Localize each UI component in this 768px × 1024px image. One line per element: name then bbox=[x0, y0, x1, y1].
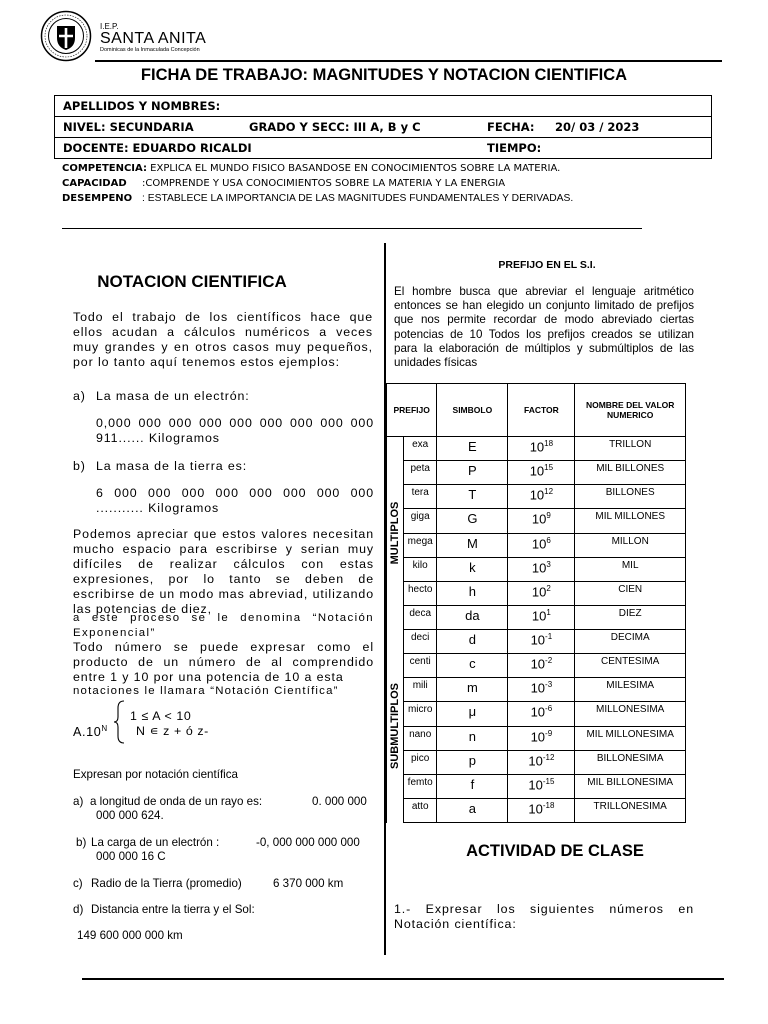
factor-base: 10 bbox=[530, 656, 546, 672]
prefix-symbol: G bbox=[437, 509, 508, 533]
prefijo-heading: PREFIJO EN EL S.I. bbox=[498, 259, 596, 271]
prefix-name: nano bbox=[404, 726, 437, 750]
factor-exponent: -12 bbox=[542, 752, 555, 762]
prefix-name: pico bbox=[404, 750, 437, 774]
prefix-value-name: TRILLONESIMA bbox=[575, 798, 686, 822]
group-label-submultiplos: SUBMULTIPLOS bbox=[389, 683, 401, 769]
factor-exponent: -9 bbox=[545, 728, 553, 738]
paragraph-valores: Podemos apreciar que estos valores necesitan mucho espacio para escribirse y serian muy difíciles de realizar cálculos con estas expresiones, por lo tanto se deben de escribirse de un modo mas abreviad, utilizando las potencias de diez, bbox=[73, 527, 374, 616]
exercise-a-value-cont: 000 000 624. bbox=[96, 809, 164, 822]
example-b-text: La masa de la tierra es: bbox=[96, 459, 248, 473]
prefix-symbol: c bbox=[437, 654, 508, 678]
factor-base: 10 bbox=[530, 632, 546, 648]
factor-exponent: -3 bbox=[545, 680, 553, 690]
prefix-value-name: MILLON bbox=[575, 533, 686, 557]
actividad-text: 1.- Expresar los siguientes números en Notación científica: bbox=[394, 902, 694, 931]
prefix-value-name: DIEZ bbox=[575, 605, 686, 629]
prefix-name: hecto bbox=[404, 581, 437, 605]
prefix-factor bbox=[508, 774, 575, 798]
factor-exponent: -1 bbox=[545, 632, 553, 641]
prefix-value-name: MIL bbox=[575, 557, 686, 581]
prefix-name: deca bbox=[404, 605, 437, 629]
prefix-row-deci bbox=[387, 630, 686, 654]
factor-exponent: 3 bbox=[546, 559, 551, 569]
prefix-factor bbox=[508, 750, 575, 774]
prefix-symbol: T bbox=[437, 485, 508, 509]
nivel-label: NIVEL: SECUNDARIA bbox=[63, 120, 194, 134]
prefix-value-name: TRILLON bbox=[575, 437, 686, 461]
prefix-value-name: MIL MILLONESIMA bbox=[575, 726, 686, 750]
exercise-d-text: Distancia entre la tierra y el Sol: bbox=[91, 903, 255, 916]
prefix-name: mili bbox=[404, 678, 437, 702]
factor-base: 10 bbox=[530, 704, 546, 720]
student-info-table bbox=[54, 95, 712, 159]
exercise-a-value: 0. 000 000 bbox=[312, 795, 367, 808]
prefix-factor bbox=[508, 509, 575, 533]
prefix-value-name: CENTESIMA bbox=[575, 654, 686, 678]
prefix-factor bbox=[508, 485, 575, 509]
exercise-b-text: La carga de un electrón : bbox=[91, 836, 220, 849]
factor-base: 10 bbox=[531, 511, 547, 527]
prefix-row-giga bbox=[387, 509, 686, 533]
prefix-row-nano bbox=[387, 726, 686, 750]
prefix-name: tera bbox=[404, 485, 437, 509]
prefix-row-micro bbox=[387, 702, 686, 726]
exercise-a-text: a longitud de onda de un rayo es: bbox=[90, 795, 263, 808]
factor-exponent: 9 bbox=[546, 511, 551, 521]
header-nombre: NOMBRE DEL VALOR NUMERICO bbox=[575, 384, 686, 437]
fecha-label: FECHA: bbox=[487, 120, 535, 134]
prefix-name: peta bbox=[404, 461, 437, 485]
prefix-symbol: μ bbox=[437, 702, 508, 726]
factor-base: 10 bbox=[529, 487, 545, 503]
prefix-name: kilo bbox=[404, 557, 437, 581]
actividad-heading: ACTIVIDAD DE CLASE bbox=[466, 842, 644, 860]
formula-exponent: N bbox=[101, 724, 108, 733]
prefix-name: centi bbox=[404, 654, 437, 678]
grado-label: GRADO Y SECC: III A, B y C bbox=[249, 120, 421, 134]
example-a-value: 0,000 000 000 000 000 000 000 000 000 911...... Kilogramos bbox=[96, 416, 374, 445]
prefix-name: femto bbox=[404, 774, 437, 798]
school-prefix: I.E.P. bbox=[100, 22, 119, 31]
school-subtitle: Dominicas de la Inmaculada Concepción bbox=[100, 47, 200, 53]
exercise-b-value: -0, 000 000 000 000 bbox=[256, 836, 360, 849]
desempeno-line bbox=[62, 193, 573, 204]
factor-exponent: 18 bbox=[544, 439, 554, 448]
prefix-value-name: MIL BILLONESIMA bbox=[575, 774, 686, 798]
prefix-factor bbox=[508, 630, 575, 654]
prefix-value-name: CIEN bbox=[575, 581, 686, 605]
prefix-row-pico bbox=[387, 750, 686, 774]
example-a-label: a) bbox=[73, 389, 86, 403]
prefix-row-femto bbox=[387, 774, 686, 798]
brace-icon bbox=[113, 700, 125, 744]
exercise-c-value: 6 370 000 km bbox=[273, 877, 344, 890]
intro-paragraph: Todo el trabajo de los científicos hace que ellos acudan a cálculos numéricos a veces muy grandes y en otros casos muy pequeños, por lo tanto aquí tenemos estos ejemplos: bbox=[73, 310, 373, 369]
condition-a: 1 ≤ A < 10 bbox=[130, 709, 192, 723]
page-title: FICHA DE TRABAJO: MAGNITUDES Y NOTACION CIENTIFICA bbox=[140, 66, 628, 84]
header-prefijo: PREFIJO bbox=[387, 384, 437, 437]
prefix-symbol: M bbox=[437, 533, 508, 557]
factor-base: 10 bbox=[530, 680, 546, 696]
factor-exponent: 12 bbox=[544, 487, 554, 497]
example-a-text: La masa de un electrón: bbox=[96, 389, 250, 403]
prefix-value-name: MILESIMA bbox=[575, 678, 686, 702]
prefix-symbol: d bbox=[437, 630, 508, 654]
prefix-name: mega bbox=[404, 533, 437, 557]
group-submultiplos bbox=[387, 630, 404, 823]
prefix-row-mega bbox=[387, 533, 686, 557]
exercise-b-value-cont: 000 000 16 C bbox=[96, 850, 166, 863]
header-simbolo: SIMBOLO bbox=[437, 384, 508, 437]
prefix-value-name: MIL BILLONES bbox=[575, 461, 686, 485]
prefix-symbol: m bbox=[437, 678, 508, 702]
paragraph-cientifica: notaciones le llamara “Notación Científica” bbox=[73, 685, 339, 697]
factor-base: 10 bbox=[528, 801, 543, 817]
factor-base: 10 bbox=[529, 439, 545, 455]
factor-base: 10 bbox=[531, 584, 547, 600]
header-divider bbox=[95, 60, 722, 62]
competencia-text: EXPLICA EL MUNDO FISICO BASANDOSE EN CONOCIMIENTOS SOBRE LA MATERIA. bbox=[150, 163, 561, 174]
prefix-symbol: p bbox=[437, 750, 508, 774]
factor-exponent: -18 bbox=[542, 800, 555, 810]
expresan-label: Expresan por notación científica bbox=[73, 768, 238, 781]
prefix-name: exa bbox=[404, 437, 437, 461]
prefix-symbol: n bbox=[437, 726, 508, 750]
factor-base: 10 bbox=[528, 752, 543, 768]
prefix-table-body bbox=[387, 437, 686, 823]
factor-exponent: -2 bbox=[545, 656, 553, 666]
prefix-row-tera bbox=[387, 485, 686, 509]
group-multiplos bbox=[387, 437, 404, 630]
prefix-row-hecto bbox=[387, 581, 686, 605]
prefix-table bbox=[386, 383, 686, 823]
exercise-c-label: c) bbox=[73, 877, 83, 890]
prefix-factor bbox=[508, 533, 575, 557]
prefix-factor bbox=[508, 654, 575, 678]
paragraph-notacion: Todo número se puede expresar como el producto de un número de al comprendido entre 1 y 10 por una potencia de 10 a esta bbox=[73, 640, 374, 684]
desempeno-text: : ESTABLECE LA IMPORTANCIA DE LAS MAGNITUDES FUNDAMENTALES Y DERIVADAS. bbox=[142, 193, 574, 204]
prefix-row-kilo bbox=[387, 557, 686, 581]
prefix-value-name: BILLONESIMA bbox=[575, 750, 686, 774]
prefijo-intro: El hombre busca que abreviar el lenguaje aritmético entonces se han elegido un conjunto limitado de prefijos que nos permite recordar de modo abreviado ciertas potencias de 10 Todos los prefijos creados se utilizan para la elaboración de múltiplos y submúltiplos de las unidades físicas bbox=[394, 285, 694, 370]
factor-base: 10 bbox=[529, 463, 545, 479]
paragraph-exponencial: a este proceso se le denomina “Notación Exponencial” bbox=[73, 612, 374, 639]
factor-base: 10 bbox=[530, 728, 546, 744]
prefix-name: atto bbox=[404, 798, 437, 822]
desempeno-label: DESEMPENO bbox=[62, 193, 133, 204]
apellidos-field[interactable]: APELLIDOS Y NOMBRES: bbox=[55, 96, 712, 117]
prefix-symbol: a bbox=[437, 798, 508, 822]
prefix-factor bbox=[508, 678, 575, 702]
condition-n: N ∊ z + ó z- bbox=[136, 724, 209, 738]
example-b-value: 6 000 000 000 000 000 000 000 000 ........... Kilogramos bbox=[96, 486, 374, 515]
header-factor: FACTOR bbox=[508, 384, 575, 437]
factor-exponent: 2 bbox=[546, 583, 551, 593]
prefix-row-mili bbox=[387, 678, 686, 702]
prefix-row-exa bbox=[387, 437, 686, 461]
prefix-symbol: k bbox=[437, 557, 508, 581]
school-logo-seal bbox=[40, 10, 92, 62]
factor-exponent: 6 bbox=[546, 535, 551, 545]
section-divider bbox=[62, 228, 642, 229]
formula-base: A.10 bbox=[73, 725, 102, 740]
prefix-name: giga bbox=[404, 509, 437, 533]
exercise-c-text: Radio de la Tierra (promedio) bbox=[91, 877, 242, 890]
notacion-heading: NOTACION CIENTIFICA bbox=[97, 272, 287, 291]
prefix-symbol: h bbox=[437, 581, 508, 605]
competencia-label: COMPETENCIA: bbox=[62, 163, 147, 174]
competencia-line bbox=[62, 163, 560, 174]
factor-exponent: 15 bbox=[544, 463, 554, 473]
factor-exponent: -6 bbox=[545, 704, 553, 714]
prefix-factor bbox=[508, 726, 575, 750]
footer-divider bbox=[82, 978, 724, 980]
prefix-name: micro bbox=[404, 702, 437, 726]
prefix-factor bbox=[508, 557, 575, 581]
capacidad-text: :COMPRENDE Y USA CONOCIMIENTOS SOBRE LA MATERIA Y LA ENERGIA bbox=[142, 178, 506, 189]
capacidad-label: CAPACIDAD bbox=[62, 178, 127, 189]
factor-base: 10 bbox=[531, 535, 547, 551]
tiempo-field[interactable]: TIEMPO: bbox=[479, 138, 712, 159]
prefix-factor bbox=[508, 798, 575, 822]
factor-exponent: -15 bbox=[542, 776, 555, 786]
docente-label: DOCENTE: EDUARDO RICALDI bbox=[55, 138, 480, 159]
prefix-value-name: BILLONES bbox=[575, 485, 686, 509]
factor-base: 10 bbox=[531, 559, 547, 575]
prefix-name: deci bbox=[404, 630, 437, 654]
prefix-row-deca bbox=[387, 605, 686, 629]
fecha-value: 20/ 03 / 2023 bbox=[555, 120, 640, 134]
prefix-value-name: DECIMA bbox=[575, 630, 686, 654]
prefix-row-peta bbox=[387, 461, 686, 485]
prefix-row-atto bbox=[387, 798, 686, 822]
school-name: SANTA ANITA bbox=[100, 30, 207, 47]
prefix-row-centi bbox=[387, 654, 686, 678]
prefix-symbol: f bbox=[437, 774, 508, 798]
prefix-factor bbox=[508, 702, 575, 726]
group-label-multiplos: MULTIPLOS bbox=[389, 501, 401, 565]
exercise-a-label: a) bbox=[73, 795, 84, 808]
factor-base: 10 bbox=[528, 777, 543, 793]
prefix-value-name: MILLONESIMA bbox=[575, 702, 686, 726]
example-b-label: b) bbox=[73, 459, 86, 473]
prefix-symbol: E bbox=[437, 437, 508, 461]
exercise-d-value: 149 600 000 000 km bbox=[77, 929, 183, 942]
prefix-factor bbox=[508, 581, 575, 605]
factor-base: 10 bbox=[531, 608, 547, 624]
prefix-value-name: MIL MILLONES bbox=[575, 509, 686, 533]
prefix-symbol: da bbox=[437, 605, 508, 629]
prefix-factor bbox=[508, 605, 575, 629]
formula bbox=[73, 724, 108, 739]
factor-exponent: 1 bbox=[546, 607, 551, 617]
prefix-factor bbox=[508, 437, 575, 461]
exercise-d-label: d) bbox=[73, 903, 84, 916]
prefix-symbol: P bbox=[437, 461, 508, 485]
prefix-factor bbox=[508, 461, 575, 485]
capacidad-line bbox=[62, 178, 505, 189]
exercise-b-label: b) bbox=[76, 836, 87, 849]
